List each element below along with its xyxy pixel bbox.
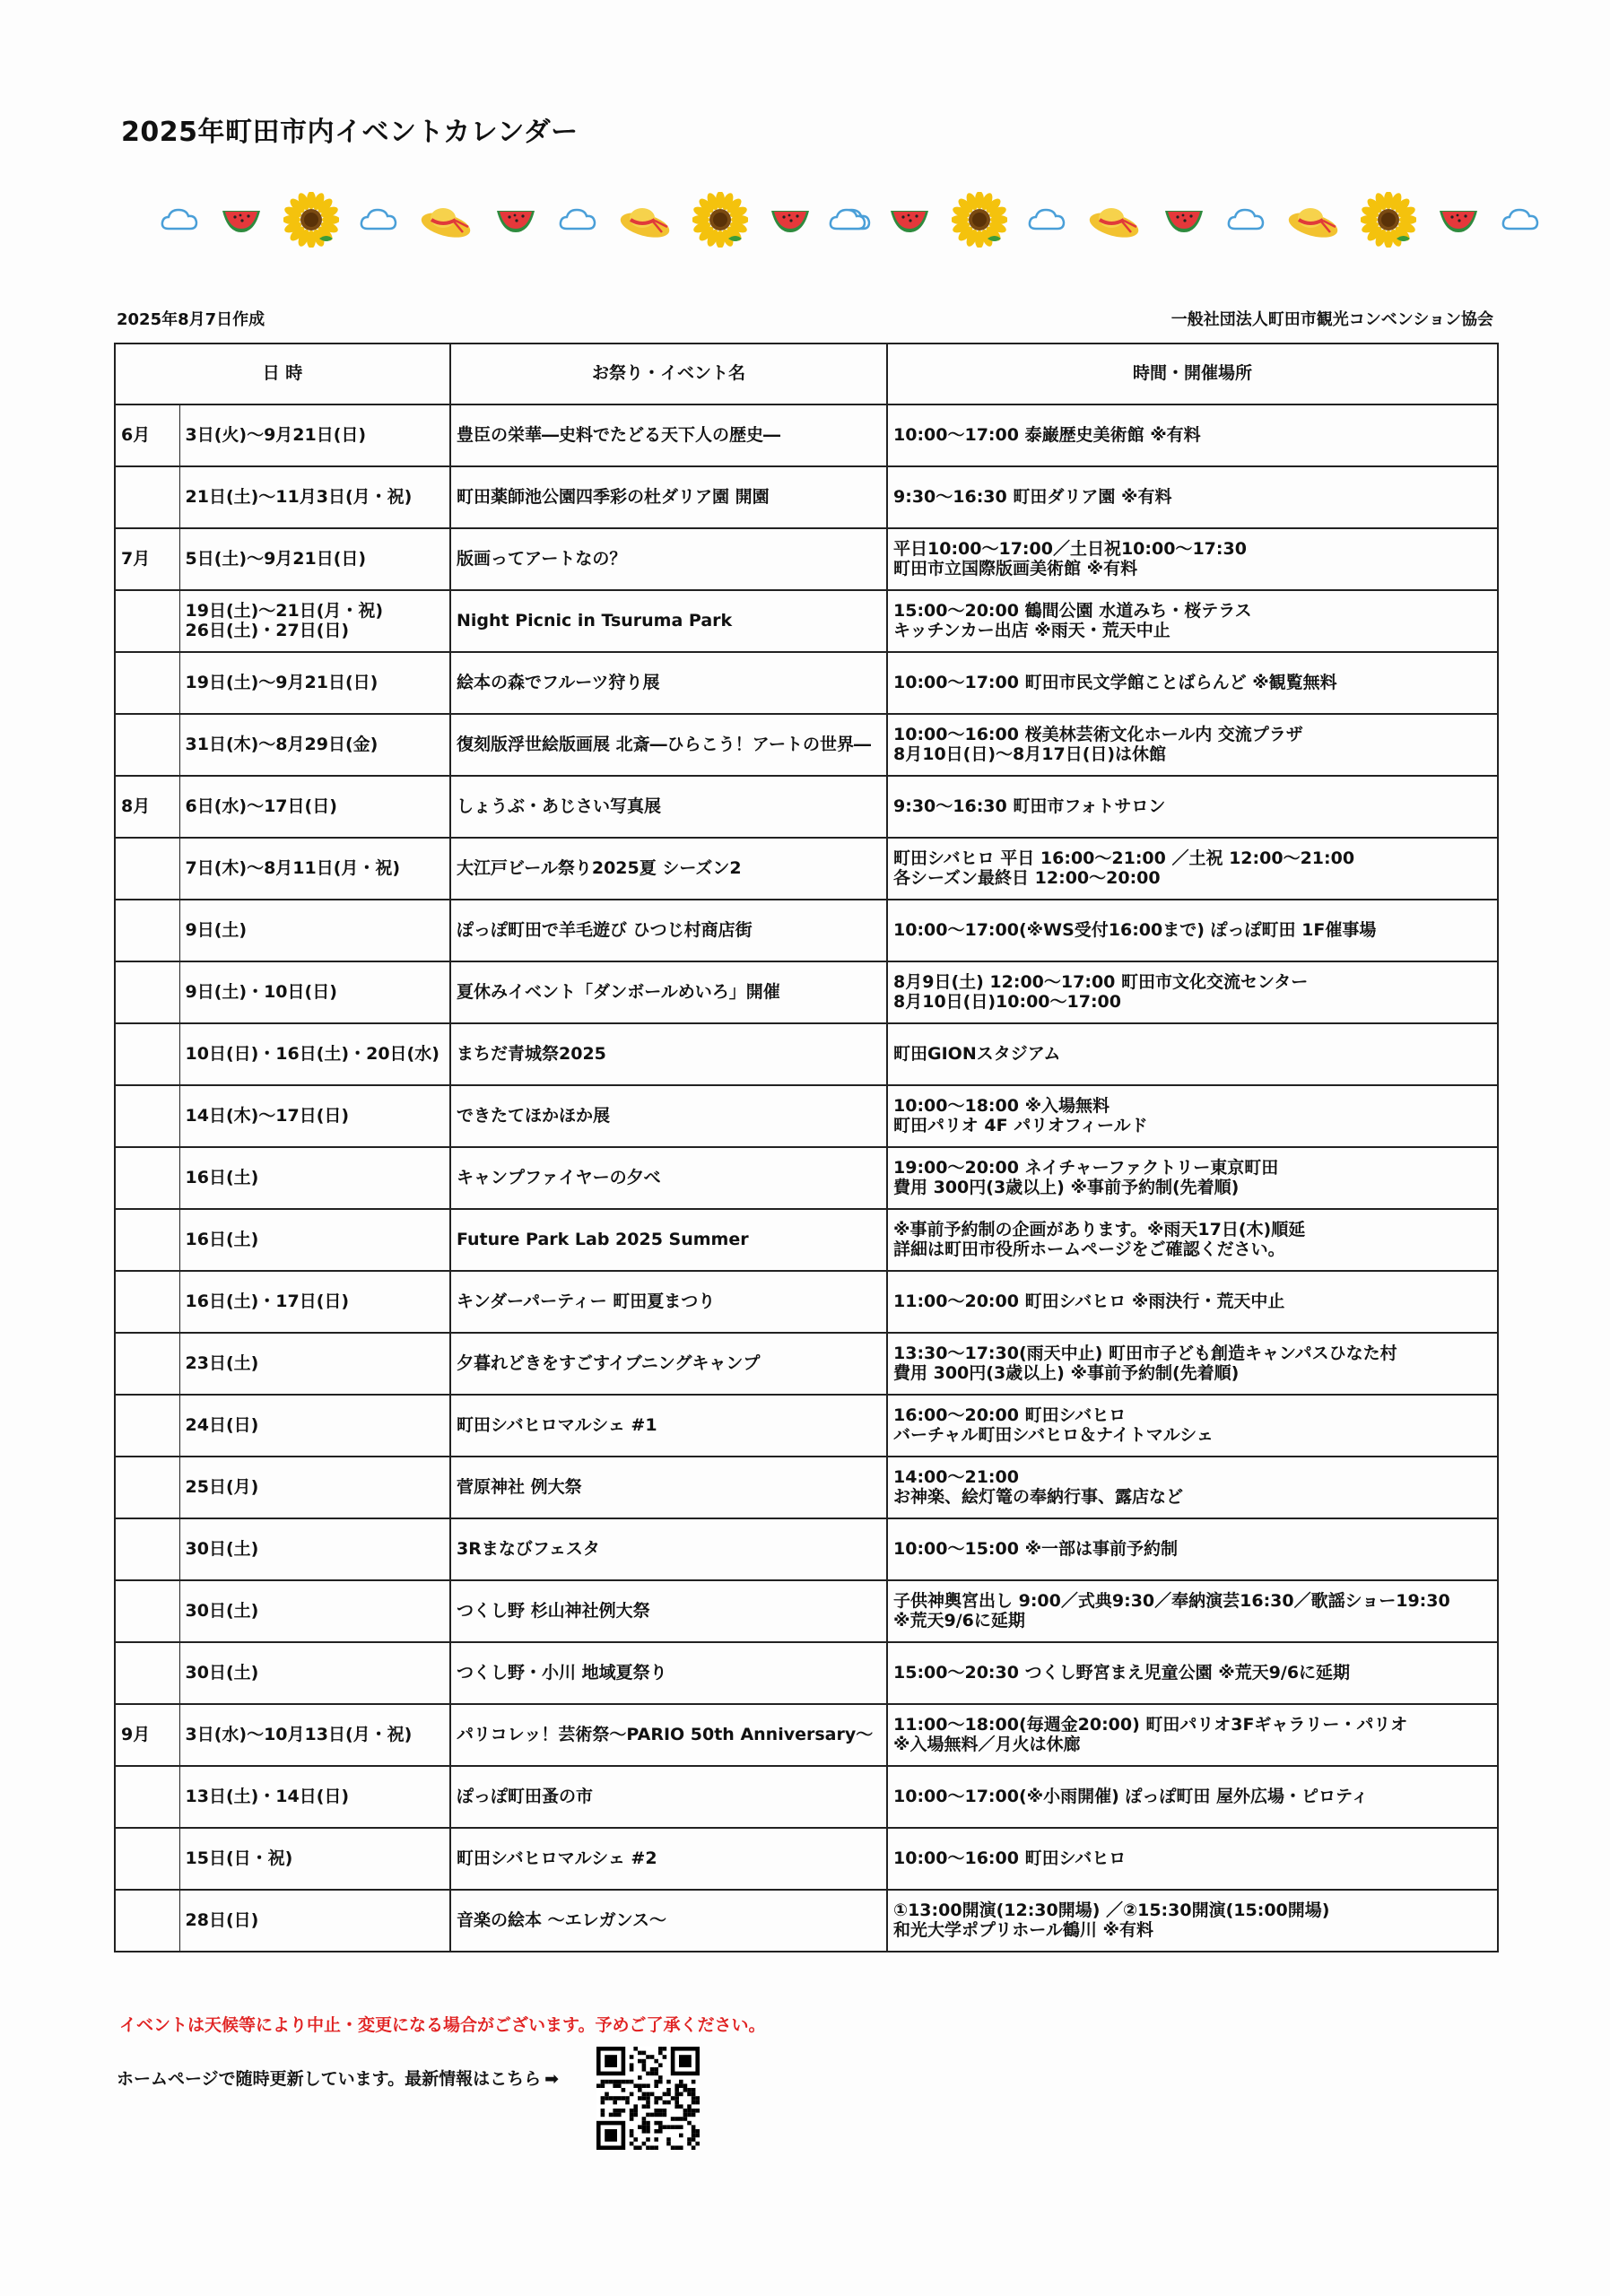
place-cell: 10:00～17:00 町田市民文学館ことばらんど ※観覧無料 xyxy=(887,652,1498,714)
month-cell: 7月 xyxy=(115,528,179,590)
place-cell: 8月9日(土) 12:00～17:00 町田市文化交流センター 8月10日(日)10:00～17:00 xyxy=(887,961,1498,1023)
date-cell: 9日(土)・10日(日) xyxy=(179,961,450,1023)
place-cell: 15:00～20:30 つくし野宮まえ児童公園 ※荒天9/6に延期 xyxy=(887,1642,1498,1704)
event-name-cell: まちだ青城祭2025 xyxy=(450,1023,887,1085)
table-row xyxy=(115,1828,1498,1890)
table-row xyxy=(115,652,1498,714)
event-name-cell: Night Picnic in Tsuruma Park xyxy=(450,590,887,652)
date-cell: 19日(土)～9月21日(日) xyxy=(179,652,450,714)
straw-hat-icon xyxy=(1285,200,1341,239)
table-row xyxy=(115,1271,1498,1333)
date-cell: 7日(木)～8月11日(月・祝) xyxy=(179,838,450,900)
date-cell: 30日(土) xyxy=(179,1642,450,1704)
month-cell: 9月 xyxy=(115,1704,179,1766)
cloud-icon xyxy=(1226,205,1266,234)
table-row xyxy=(115,1023,1498,1085)
month-cell xyxy=(115,1457,179,1518)
event-name-cell: パリコレッ！芸術祭～PARIO 50th Anniversary～ xyxy=(450,1704,887,1766)
cloud-icon xyxy=(160,205,199,234)
event-name-cell: 大江戸ビール祭り2025夏 シーズン2 xyxy=(450,838,887,900)
straw-hat-icon xyxy=(418,200,474,239)
place-cell: 9:30～16:30 町田市フォトサロン xyxy=(887,776,1498,838)
date-cell: 15日(日・祝) xyxy=(179,1828,450,1890)
homepage-note xyxy=(117,2066,559,2090)
place-cell: 13:30～17:30(雨天中止) 町田市子ども創造キャンパスひなた村 費用 300円(3歳以上) ※事前予約制(先着順) xyxy=(887,1333,1498,1395)
table-row xyxy=(115,1642,1498,1704)
month-cell: 8月 xyxy=(115,776,179,838)
straw-hat-icon xyxy=(1086,200,1142,239)
sunflower-icon xyxy=(283,192,339,248)
place-cell: 10:00～16:00 桜美林芸術文化ホール内 交流プラザ 8月10日(日)～8月17日(日)は休館 xyxy=(887,714,1498,776)
place-cell: 10:00～17:00 泰巌歴史美術館 ※有料 xyxy=(887,404,1498,466)
event-name-cell: 菅原神社 例大祭 xyxy=(450,1457,887,1518)
event-name-cell: キンダーパーティー 町田夏まつり xyxy=(450,1271,887,1333)
month-cell: 6月 xyxy=(115,404,179,466)
place-cell: 町田GIONスタジアム xyxy=(887,1023,1498,1085)
date-cell: 3日(水)～10月13日(月・祝) xyxy=(179,1704,450,1766)
month-cell xyxy=(115,714,179,776)
event-name-cell: Future Park Lab 2025 Summer xyxy=(450,1209,887,1271)
month-cell xyxy=(115,1580,179,1642)
place-cell: 10:00～17:00(※小雨開催) ぽっぽ町田 屋外広場・ピロティ xyxy=(887,1766,1498,1828)
place-cell: 9:30～16:30 町田ダリア園 ※有料 xyxy=(887,466,1498,528)
table-row xyxy=(115,776,1498,838)
place-cell: 15:00～20:00 鶴間公園 水道みち・桜テラス キッチンカー出店 ※雨天・荒天中止 xyxy=(887,590,1498,652)
watermelon-icon xyxy=(219,204,264,236)
month-cell xyxy=(115,961,179,1023)
event-name-cell: つくし野 杉山神社例大祭 xyxy=(450,1580,887,1642)
created-date: 2025年8月7日作成 xyxy=(117,310,265,329)
sunflower-icon xyxy=(692,192,748,248)
month-cell xyxy=(115,1333,179,1395)
event-name-cell: 夏休みイベント「ダンボールめいろ」開催 xyxy=(450,961,887,1023)
date-cell: 16日(土) xyxy=(179,1209,450,1271)
table-row xyxy=(115,1395,1498,1457)
month-cell xyxy=(115,1828,179,1890)
event-name-cell: できたてほかほか展 xyxy=(450,1085,887,1147)
month-cell xyxy=(115,1642,179,1704)
table-row xyxy=(115,1766,1498,1828)
watermelon-icon xyxy=(768,204,813,236)
place-cell: 11:00～20:00 町田シバヒロ ※雨決行・荒天中止 xyxy=(887,1271,1498,1333)
event-name-cell: 音楽の絵本 ～エレガンス～ xyxy=(450,1890,887,1952)
month-cell xyxy=(115,1518,179,1580)
watermelon-icon xyxy=(887,204,932,236)
date-cell: 5日(土)～9月21日(日) xyxy=(179,528,450,590)
table-row xyxy=(115,714,1498,776)
date-cell: 6日(水)～17日(日) xyxy=(179,776,450,838)
date-cell: 19日(土)～21日(月・祝) 26日(土)・27日(日) xyxy=(179,590,450,652)
event-name-cell: しょうぶ・あじさい写真展 xyxy=(450,776,887,838)
month-cell xyxy=(115,1766,179,1828)
date-cell: 25日(月) xyxy=(179,1457,450,1518)
month-cell xyxy=(115,900,179,961)
month-cell xyxy=(115,466,179,528)
table-row xyxy=(115,1457,1498,1518)
date-cell: 24日(日) xyxy=(179,1395,450,1457)
month-cell xyxy=(115,1395,179,1457)
arrow-right-icon: ➡ xyxy=(544,2069,560,2089)
organization-name: 一般社団法人町田市観光コンベンション協会 xyxy=(1171,310,1493,329)
date-cell: 16日(土) xyxy=(179,1147,450,1209)
month-cell xyxy=(115,1085,179,1147)
place-cell: 11:00～18:00(毎週金20:00) 町田パリオ3Fギャラリー・パリオ ※入場無料／月火は休廊 xyxy=(887,1704,1498,1766)
month-cell xyxy=(115,1890,179,1952)
event-name-cell: 町田シバヒロマルシェ #1 xyxy=(450,1395,887,1457)
table-row xyxy=(115,1580,1498,1642)
watermelon-icon xyxy=(1162,204,1206,236)
month-cell xyxy=(115,1209,179,1271)
cloud-icon xyxy=(359,205,398,234)
date-cell: 23日(土) xyxy=(179,1333,450,1395)
date-cell: 30日(土) xyxy=(179,1580,450,1642)
table-row xyxy=(115,900,1498,961)
place-cell: 子供神輿宮出し 9:00／式典9:30／奉納演芸16:30／歌謡ショー19:30 ※荒天9/6に延期 xyxy=(887,1580,1498,1642)
page-title: 2025年町田市内イベントカレンダー xyxy=(121,117,579,148)
date-cell: 3日(火)～9月21日(日) xyxy=(179,404,450,466)
table-row xyxy=(115,1333,1498,1395)
table-row xyxy=(115,1704,1498,1766)
date-cell: 28日(日) xyxy=(179,1890,450,1952)
table-row xyxy=(115,1518,1498,1580)
month-cell xyxy=(115,1147,179,1209)
event-name-cell: 3Rまなびフェスタ xyxy=(450,1518,887,1580)
date-cell: 31日(木)～8月29日(金) xyxy=(179,714,450,776)
event-name-cell: ぽっぽ町田蚤の市 xyxy=(450,1766,887,1828)
sunflower-icon xyxy=(952,192,1007,248)
event-name-cell: 版画ってアートなの？ xyxy=(450,528,887,590)
event-name-cell: つくし野・小川 地域夏祭り xyxy=(450,1642,887,1704)
place-cell: 10:00～17:00(※WS受付16:00まで) ぽっぽ町田 1F催事場 xyxy=(887,900,1498,961)
table-row xyxy=(115,1890,1498,1952)
place-cell: 10:00～16:00 町田シバヒロ xyxy=(887,1828,1498,1890)
decoration-row-left xyxy=(160,188,872,251)
event-calendar-table xyxy=(114,343,1499,1952)
date-cell: 21日(土)～11月3日(月・祝) xyxy=(179,466,450,528)
date-cell: 9日(土) xyxy=(179,900,450,961)
sunflower-icon xyxy=(1361,192,1416,248)
place-cell: 10:00～18:00 ※入場無料 町田パリオ 4F パリオフィールド xyxy=(887,1085,1498,1147)
cloud-icon xyxy=(558,205,597,234)
place-cell: 19:00～20:00 ネイチャーファクトリー東京町田 費用 300円(3歳以上) ※事前予約制(先着順) xyxy=(887,1147,1498,1209)
month-cell xyxy=(115,590,179,652)
place-cell: 16:00～20:00 町田シバヒロ バーチャル町田シバヒロ＆ナイトマルシェ xyxy=(887,1395,1498,1457)
date-cell: 14日(木)～17日(日) xyxy=(179,1085,450,1147)
decoration-row-right xyxy=(828,188,1540,251)
header-place: 時間・開催場所 xyxy=(887,344,1498,404)
date-cell: 30日(土) xyxy=(179,1518,450,1580)
table-row xyxy=(115,590,1498,652)
qr-code-icon[interactable] xyxy=(596,2047,700,2150)
table-row xyxy=(115,466,1498,528)
watermelon-icon xyxy=(493,204,538,236)
place-cell: 町田シバヒロ 平日 16:00～21:00 ／土祝 12:00～21:00 各シーズン最終日 12:00～20:00 xyxy=(887,838,1498,900)
place-cell: 14:00～21:00 お神楽、絵灯篭の奉納行事、露店など xyxy=(887,1457,1498,1518)
event-name-cell: 町田薬師池公園四季彩の杜ダリア園 開園 xyxy=(450,466,887,528)
cloud-icon xyxy=(1027,205,1066,234)
straw-hat-icon xyxy=(617,200,673,239)
event-name-cell: 絵本の森でフルーツ狩り展 xyxy=(450,652,887,714)
month-cell xyxy=(115,1271,179,1333)
event-name-cell: ぽっぽ町田で羊毛遊び ひつじ村商店街 xyxy=(450,900,887,961)
homepage-text: ホームページで随時更新しています。最新情報はこちら xyxy=(117,2069,542,2089)
weather-notice: イベントは天候等により中止・変更になる場合がございます。予めご了承ください。 xyxy=(119,2015,766,2035)
event-name-cell: 夕暮れどきをすごすイブニングキャンプ xyxy=(450,1333,887,1395)
watermelon-icon xyxy=(1436,204,1481,236)
event-name-cell: キャンプファイヤーの夕べ xyxy=(450,1147,887,1209)
place-cell: 平日10:00～17:00／土日祝10:00～17:30 町田市立国際版画美術館 ※有料 xyxy=(887,528,1498,590)
event-name-cell: 町田シバヒロマルシェ #2 xyxy=(450,1828,887,1890)
date-cell: 16日(土)・17日(日) xyxy=(179,1271,450,1333)
place-cell: ①13:00開演(12:30開場) ／②15:30開演(15:00開場) 和光大学ポプリホール鶴川 ※有料 xyxy=(887,1890,1498,1952)
month-cell xyxy=(115,838,179,900)
table-row xyxy=(115,1147,1498,1209)
month-cell xyxy=(115,1023,179,1085)
place-cell: ※事前予約制の企画があります。※雨天17日(木)順延 詳細は町田市役所ホームページをご確認ください。 xyxy=(887,1209,1498,1271)
date-cell: 10日(日)・16日(土)・20日(水) xyxy=(179,1023,450,1085)
table-row xyxy=(115,838,1498,900)
table-row xyxy=(115,1085,1498,1147)
table-row xyxy=(115,528,1498,590)
date-cell: 13日(土)・14日(日) xyxy=(179,1766,450,1828)
cloud-icon xyxy=(828,205,867,234)
month-cell xyxy=(115,652,179,714)
header-event: お祭り・イベント名 xyxy=(450,344,887,404)
place-cell: 10:00～15:00 ※一部は事前予約制 xyxy=(887,1518,1498,1580)
header-datetime: 日 時 xyxy=(115,344,450,404)
table-row xyxy=(115,961,1498,1023)
event-name-cell: 復刻版浮世絵版画展 北斎―ひらこう！アートの世界― xyxy=(450,714,887,776)
event-name-cell: 豊臣の栄華―史料でたどる天下人の歴史― xyxy=(450,404,887,466)
table-header-row xyxy=(115,344,1498,404)
table-row xyxy=(115,1209,1498,1271)
table-row xyxy=(115,404,1498,466)
cloud-icon xyxy=(1501,205,1540,234)
